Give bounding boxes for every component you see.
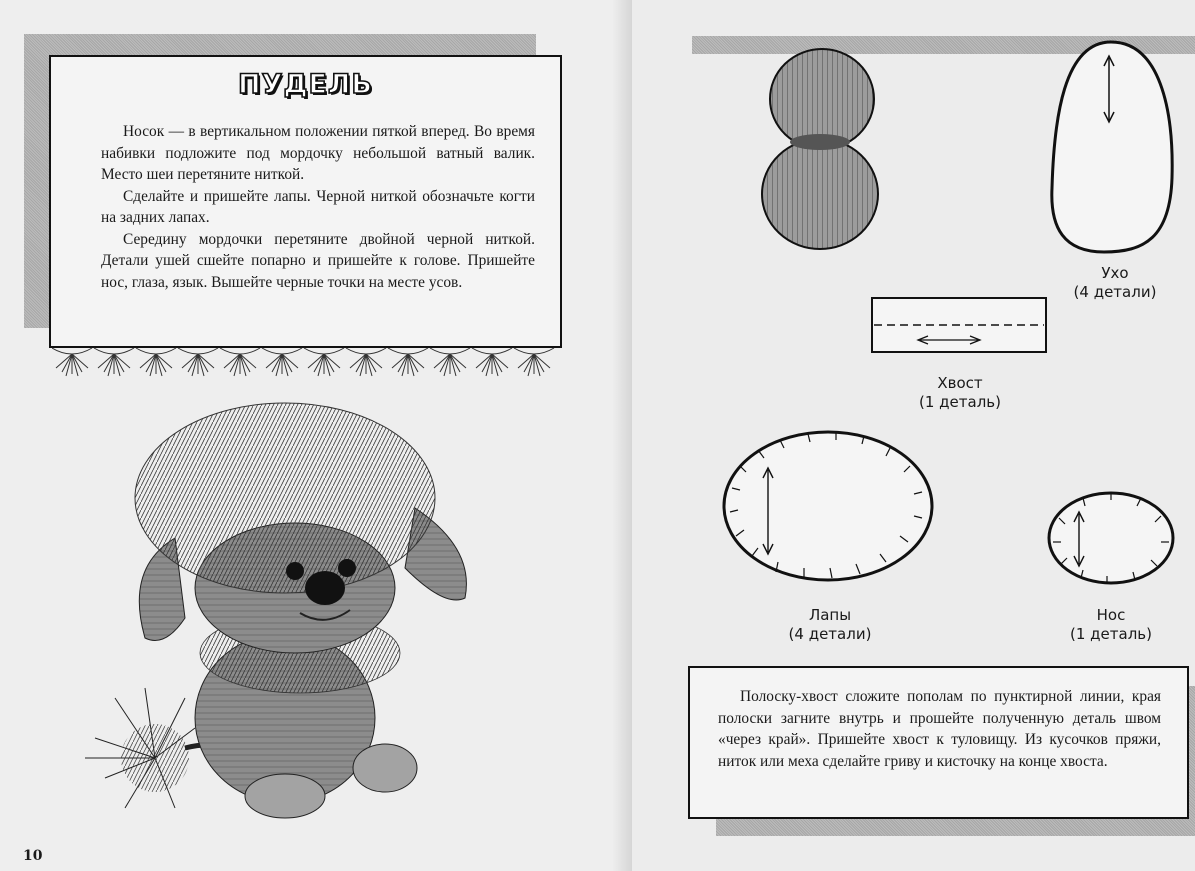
instructions-text	[101, 121, 535, 293]
right-eye	[338, 559, 356, 577]
paws-count: (4 детали)	[788, 625, 872, 643]
ear-count: (4 детали)	[1073, 283, 1157, 301]
tail-count: (1 деталь)	[919, 393, 1001, 411]
tail-name: Хвост	[937, 374, 983, 392]
paws-label	[770, 606, 890, 644]
paws-name: Лапы	[808, 606, 852, 624]
nose-pattern	[1045, 488, 1177, 588]
page-number: 10	[23, 848, 43, 864]
ear-pattern	[1044, 38, 1179, 258]
paragraph-2: Сделайте и пришейте лапы. Черной ниткой обозначьте когти на задних лапах.	[101, 187, 535, 226]
nose-label	[1056, 606, 1166, 644]
right-foot	[353, 744, 417, 792]
nose	[305, 571, 345, 605]
head-mane	[135, 403, 435, 593]
decorative-fringe	[52, 346, 562, 378]
ear-name: Ухо	[1101, 264, 1129, 282]
tail-instructions-paragraph: Полоску-хвост сложите пополам по пунктирной линии, края полоски загните внутрь и прошейте полученную деталь швом «через край». Пришейте хвост к туловищу. Из кусочков пряжи, ниток или меха сделайте гриву и кисточку на конце хвоста.	[718, 688, 1161, 770]
tail-label	[900, 374, 1020, 412]
paw-pattern	[720, 426, 938, 588]
page-title: ПУДЕЛЬ	[238, 69, 373, 100]
poodle-text-box	[49, 55, 562, 348]
tail-strip-pattern	[870, 296, 1050, 356]
poodle-toy-illustration	[85, 398, 485, 828]
nose-name: Нос	[1096, 606, 1126, 624]
paragraph-1: Носок — в вертикальном положении пяткой вперед. Во время набивки подложите под мордочку небольшой ватный валик. Место шеи перетяните ниткой.	[101, 123, 535, 183]
nose-count: (1 деталь)	[1070, 625, 1152, 643]
paragraph-3: Середину мордочки перетяните двойной черной ниткой. Детали ушей сшейте попарно и пришейте к голове. Пришейте нос, глаза, язык. Вышейте черные точки на месте усов.	[101, 230, 535, 291]
right-page	[632, 0, 1195, 871]
tail-instructions-box	[688, 666, 1189, 819]
left-eye	[286, 562, 304, 580]
stuffed-head-shape	[757, 44, 887, 254]
tail-instructions-text	[718, 686, 1161, 772]
left-foot	[245, 774, 325, 818]
ear-label	[1060, 264, 1170, 302]
